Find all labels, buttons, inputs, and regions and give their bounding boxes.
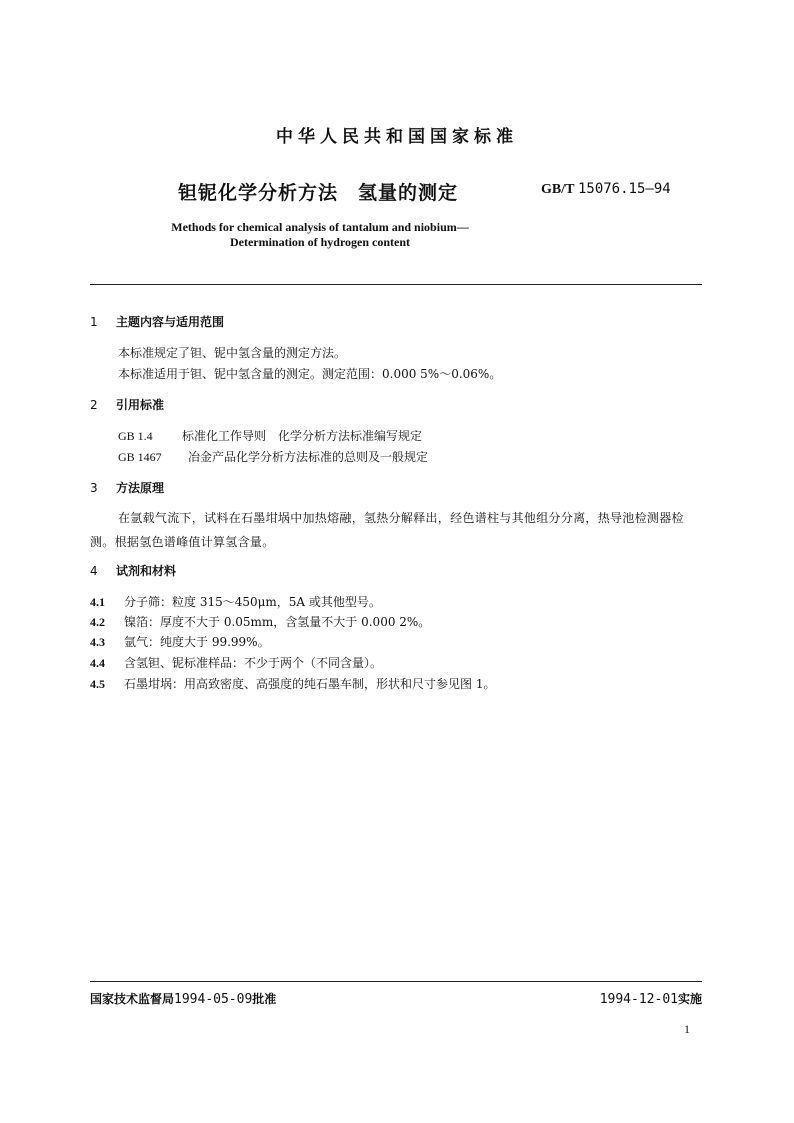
approval-label: 批准	[252, 992, 277, 1006]
reference-code: GB 1.4	[118, 429, 153, 443]
reference-code: GB 1467	[118, 450, 162, 464]
list-item	[90, 633, 270, 650]
section-1-title: 主题内容与适用范围	[116, 315, 225, 329]
item-text: 氩气：纯度大于 99.99%。	[124, 635, 270, 649]
list-item	[90, 675, 495, 692]
section-3-title: 方法原理	[116, 481, 165, 495]
section-1-number: 1	[90, 315, 98, 329]
item-text: 石墨坩埚：用高致密度、高强度的纯石墨车制，形状和尺寸参见图 1。	[124, 677, 496, 691]
item-number: 4.5	[90, 677, 105, 691]
section-1-heading	[90, 313, 224, 330]
section-3-text: 在氩载气流下，试料在石墨坩埚中加热熔融，氢热分解释出，经色谱柱与其他组分分离，热导池检测器检测。根据氢色谱峰值计算氢含量。	[90, 511, 684, 549]
issuing-authority: 国家技术监督局	[90, 992, 175, 1006]
list-item	[90, 593, 381, 610]
section-2-heading	[90, 396, 164, 413]
item-number: 4.1	[90, 595, 105, 609]
section-2-number: 2	[90, 398, 98, 412]
item-text: 含氢钽、铌标准样品：不少于两个（不同含量）。	[124, 656, 383, 670]
item-text: 镍箔：厚度不大于 0.05mm，含氢量不大于 0.000 2%。	[124, 615, 431, 629]
document-title-cn: 钽铌化学分析方法 氢量的测定	[178, 182, 459, 204]
effective-info	[600, 990, 702, 1007]
header-divider	[90, 284, 702, 285]
list-item	[90, 613, 430, 630]
section-4-title: 试剂和材料	[116, 564, 177, 578]
section-1-para-2: 本标准适用于钽、铌中氢含量的测定。测定范围：0.000 5%～0.06%。	[118, 367, 502, 381]
standard-category: 中华人民共和国国家标准	[276, 127, 518, 147]
section-1-para-1: 本标准规定了钽、铌中氢含量的测定方法。	[118, 346, 347, 360]
reference-title: 标准化工作导则 化学分析方法标准编写规定	[182, 429, 423, 443]
reference-title: 冶金产品化学分析方法标准的总则及一般规定	[188, 450, 429, 464]
item-number: 4.3	[90, 635, 105, 649]
footer-divider	[90, 981, 702, 982]
approval-info	[90, 990, 276, 1007]
page-number: 1	[684, 1022, 690, 1036]
standard-code: 15076.15—94	[577, 181, 671, 197]
item-text: 分子筛：粒度 315～450μm，5A 或其他型号。	[124, 595, 381, 609]
effective-date: 1994-12-01	[599, 992, 678, 1007]
document-title-en-line1: Methods for chemical analysis of tantalum and niobium—	[171, 220, 469, 234]
reference-item	[118, 427, 422, 444]
standard-number	[541, 181, 671, 198]
approval-date: 1994-05-09	[174, 992, 253, 1007]
list-item	[90, 654, 382, 671]
section-2-title: 引用标准	[116, 398, 165, 412]
effective-label: 实施	[677, 992, 702, 1006]
section-4-heading	[90, 562, 176, 579]
section-3-heading	[90, 479, 164, 496]
standard-prefix: GB/T	[541, 182, 575, 197]
section-4-number: 4	[90, 564, 98, 578]
item-number: 4.4	[90, 656, 105, 670]
section-3-number: 3	[90, 481, 98, 495]
reference-item	[118, 448, 428, 465]
item-number: 4.2	[90, 615, 105, 629]
document-title-en-line2: Determination of hydrogen content	[229, 235, 411, 249]
